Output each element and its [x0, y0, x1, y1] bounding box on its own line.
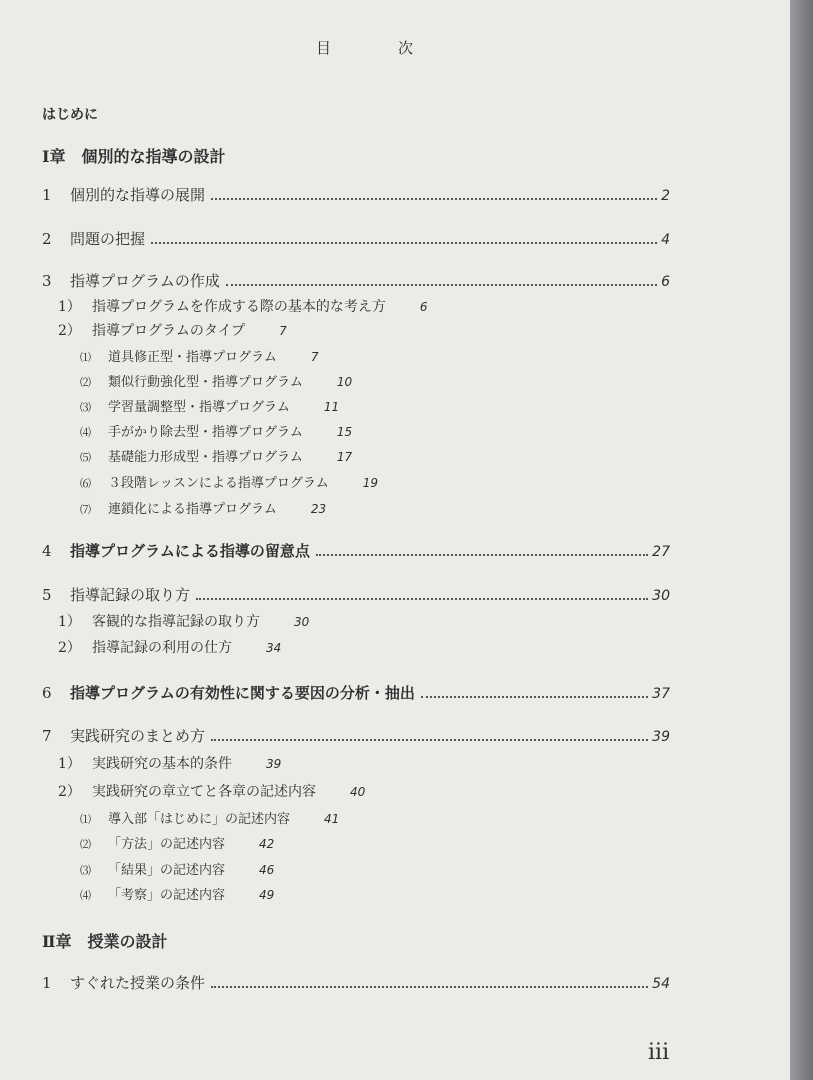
section-number: 5 [42, 586, 52, 604]
item-page: 49 [259, 888, 275, 902]
section-label: 指導記録の取り方 [70, 586, 191, 604]
subsection-page: 34 [266, 641, 282, 655]
item-label: 「結果」の記述内容 [108, 863, 226, 878]
subsection-label: 客観的な指導記録の取り方 [92, 614, 260, 630]
toc-item [80, 396, 339, 415]
section-page: 2 [661, 188, 670, 204]
toc-section [42, 682, 670, 703]
subsection-number: 2） [58, 323, 81, 339]
toc-section [42, 184, 670, 205]
toc-item [80, 884, 274, 903]
subsection-label: 指導プログラムのタイプ [92, 323, 246, 339]
toc-item [80, 808, 339, 827]
leader-dots [421, 696, 648, 698]
toc-subsection [58, 781, 365, 801]
chapter-2-heading: Ⅱ章 授業の設計 [42, 932, 168, 951]
section-page: 30 [652, 588, 670, 604]
item-number: ⑴ [80, 813, 91, 826]
item-number: ⑶ [80, 401, 91, 414]
item-label: 基礎能力形成型・指導プログラム [108, 450, 303, 465]
toc-subsection [58, 296, 428, 316]
leader-dots [316, 554, 648, 556]
item-label: ３段階レッスンによる指導プログラム [108, 476, 329, 491]
subsection-page: 40 [350, 785, 366, 799]
item-page: 10 [336, 375, 353, 389]
section-label: 指導プログラムの有効性に関する要因の分析・抽出 [70, 684, 415, 702]
item-label: 類似行動強化型・指導プログラム [108, 375, 303, 390]
section-number: 1 [42, 974, 52, 992]
subsection-page: 39 [266, 757, 282, 771]
leader-dots [226, 284, 657, 286]
toc-intro: はじめに [42, 107, 98, 123]
item-page: 15 [336, 425, 353, 439]
toc-item [80, 859, 274, 878]
item-number: ⑺ [80, 503, 91, 516]
toc-section [42, 270, 670, 291]
subsection-number: 1） [58, 299, 81, 315]
leader-dots [211, 986, 648, 988]
item-number: ⑷ [80, 426, 91, 439]
leader-dots [211, 739, 648, 741]
page-title: 目 次 [316, 39, 440, 57]
section-label: 実践研究のまとめ方 [70, 727, 206, 745]
toc-item [80, 446, 352, 465]
toc-item [80, 346, 319, 365]
section-page: 4 [661, 232, 670, 248]
subsection-label: 指導プログラムを作成する際の基本的な考え方 [92, 299, 386, 315]
item-number: ⑴ [80, 351, 91, 364]
item-page: 41 [324, 812, 340, 826]
subsection-number: 2） [58, 640, 81, 656]
section-number: 3 [42, 272, 52, 290]
section-label: 問題の把握 [70, 230, 146, 248]
toc-section [42, 584, 670, 605]
section-label: すぐれた授業の条件 [70, 974, 206, 992]
item-number: ⑹ [80, 477, 91, 490]
toc-item [80, 472, 378, 491]
subsection-page: 30 [294, 615, 310, 629]
item-page: 11 [323, 400, 340, 414]
subsection-label: 実践研究の基本的条件 [92, 756, 232, 772]
item-number: ⑵ [80, 838, 91, 851]
section-page: 39 [652, 729, 670, 745]
subsection-number: 1） [58, 756, 81, 772]
subsection-number: 1） [58, 614, 81, 630]
item-number: ⑷ [80, 889, 91, 902]
leader-dots [211, 198, 657, 200]
section-label: 指導プログラムの作成 [70, 272, 220, 290]
toc-section [42, 972, 670, 993]
subsection-page: 6 [419, 300, 428, 314]
item-label: 「考察」の記述内容 [108, 888, 226, 903]
toc-section [42, 540, 670, 561]
item-page: 23 [310, 502, 327, 516]
item-number: ⑵ [80, 376, 91, 389]
subsection-page: 7 [279, 324, 287, 338]
subsection-label: 実践研究の章立てと各章の記述内容 [92, 784, 316, 800]
page-folio: iii [648, 1040, 670, 1065]
item-page: 42 [259, 837, 275, 851]
toc-item [80, 371, 352, 390]
item-label: 連鎖化による指導プログラム [108, 502, 277, 517]
toc-subsection [58, 320, 287, 340]
toc-item [80, 498, 326, 517]
toc-subsection [58, 637, 281, 657]
item-number: ⑶ [80, 864, 91, 877]
toc-item [80, 833, 274, 852]
section-label: 個別的な指導の展開 [70, 186, 206, 204]
background-edge [790, 0, 813, 1080]
item-label: 手がかり除去型・指導プログラム [108, 425, 303, 440]
toc-subsection [58, 753, 281, 773]
section-page: 37 [652, 686, 670, 702]
section-number: 1 [42, 186, 52, 204]
section-page: 54 [652, 976, 670, 992]
item-label: 道具修正型・指導プログラム [108, 350, 277, 365]
section-label: 指導プログラムによる指導の留意点 [70, 542, 310, 560]
item-label: 学習量調整型・指導プログラム [108, 400, 290, 415]
section-number: 7 [42, 727, 52, 745]
item-label: 導入部「はじめに」の記述内容 [108, 812, 291, 827]
section-page: 6 [661, 274, 670, 290]
section-number: 6 [42, 684, 52, 702]
leader-dots [196, 598, 648, 600]
item-number: ⑸ [80, 451, 91, 464]
section-number: 2 [42, 230, 52, 248]
leader-dots [151, 242, 657, 244]
section-page: 27 [652, 544, 670, 560]
toc-subsection [58, 611, 309, 631]
item-page: 46 [259, 863, 275, 877]
subsection-number: 2） [58, 784, 81, 800]
chapter-1-heading: Ⅰ章 個別的な指導の設計 [42, 147, 226, 166]
item-label: 「方法」の記述内容 [108, 837, 226, 852]
item-page: 19 [362, 476, 379, 490]
section-number: 4 [42, 542, 52, 560]
subsection-label: 指導記録の利用の仕方 [92, 640, 232, 656]
toc-item [80, 421, 352, 440]
item-page: 17 [336, 450, 353, 464]
toc-section [42, 725, 670, 746]
toc-section [42, 228, 670, 249]
item-page: 7 [310, 350, 319, 364]
